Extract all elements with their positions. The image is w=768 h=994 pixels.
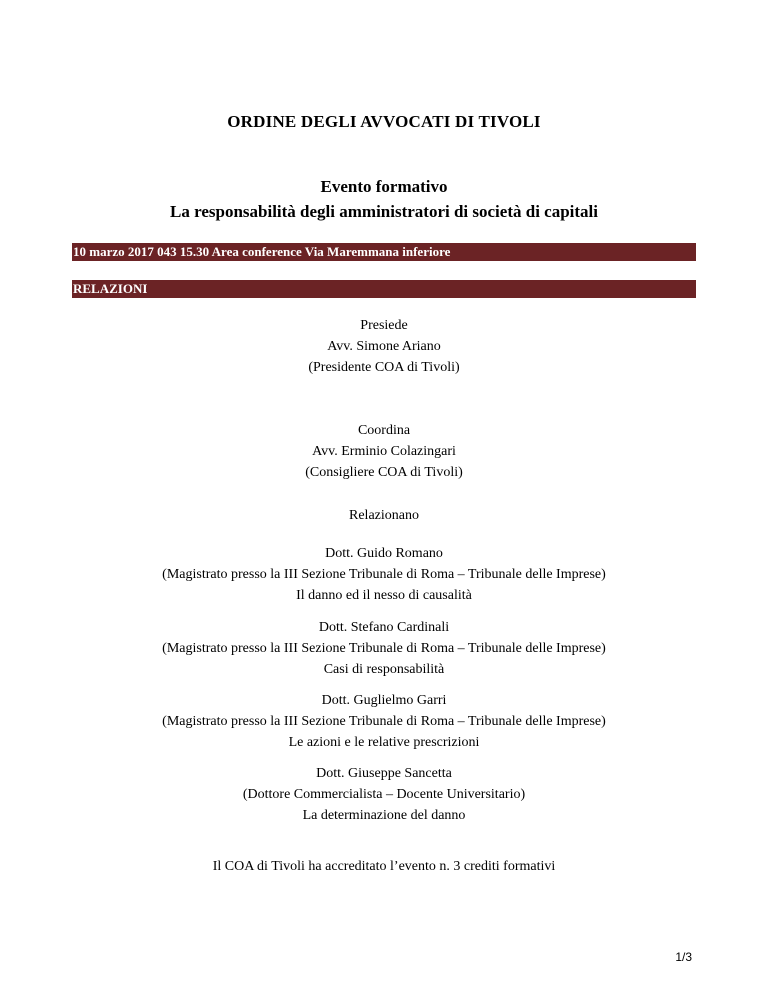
presiede-block [0, 315, 768, 378]
credits-note: Il COA di Tivoli ha accreditato l’evento n. 3 crediti formativi [212, 859, 556, 874]
event-label: Evento formativo [320, 177, 448, 196]
section-bar-relazioni: RELAZIONI [72, 280, 696, 298]
organization-title: ORDINE DEGLI AVVOCATI DI TIVOLI [227, 112, 541, 131]
event-title: La responsabilità degli amministratori di società di capitali [170, 202, 598, 221]
speaker-block [0, 617, 768, 680]
date-location-bar: 10 marzo 2017 043 15.30 Area conference Via Maremmana inferiore [72, 243, 696, 261]
speaker-block [0, 543, 768, 606]
coordina-title: (Consigliere COA di Tivoli) [305, 465, 463, 480]
presiede-name: Avv. Simone Ariano [327, 339, 441, 354]
presiede-title: (Presidente COA di Tivoli) [308, 360, 460, 375]
coordina-role: Coordina [357, 423, 411, 438]
coordina-name: Avv. Erminio Colazingari [312, 444, 456, 459]
speaker-topic: Le azioni e le relative prescrizioni [288, 735, 480, 750]
speaker-title: (Magistrato presso la III Sezione Tribunale di Roma – Tribunale delle Imprese) [162, 714, 606, 729]
speaker-name: Dott. Guglielmo Garri [321, 693, 447, 708]
speaker-name: Dott. Guido Romano [325, 546, 443, 561]
relazionano-label: Relazionano [349, 508, 419, 523]
page-number: 1/3 [675, 950, 692, 964]
speaker-block [0, 763, 768, 826]
speaker-title: (Dottore Commercialista – Docente Universitario) [242, 787, 526, 802]
speaker-block [0, 690, 768, 753]
speaker-title: (Magistrato presso la III Sezione Tribunale di Roma – Tribunale delle Imprese) [162, 567, 606, 582]
speaker-name: Dott. Giuseppe Sancetta [316, 766, 452, 781]
event-header [0, 174, 768, 224]
speaker-topic: La determinazione del danno [302, 808, 466, 823]
speaker-topic: Casi di responsabilità [323, 662, 445, 677]
speaker-topic: Il danno ed il nesso di causalità [296, 588, 472, 603]
speaker-title: (Magistrato presso la III Sezione Tribunale di Roma – Tribunale delle Imprese) [162, 641, 606, 656]
coordina-block [0, 420, 768, 483]
speaker-name: Dott. Stefano Cardinali [318, 620, 450, 635]
presiede-role: Presiede [360, 318, 408, 333]
